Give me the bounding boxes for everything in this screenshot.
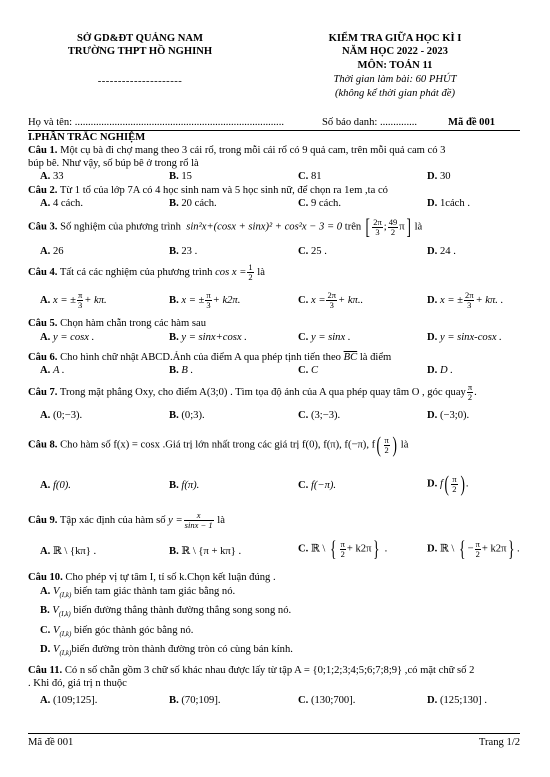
question-5: Câu 5. Chọn hàm chẵn trong các hàm sau	[28, 318, 207, 329]
answer-d: D. f( $\frac{\pi}{2}$ ).	[427, 471, 469, 496]
answer-d: D. 30	[427, 171, 451, 182]
answer-a: A. (109;125].	[40, 695, 98, 706]
exam-title: KIỂM TRA GIỮA HỌC KÌ I	[328, 33, 462, 44]
student-id-field: Số báo danh: ..............	[322, 117, 418, 128]
vector-bc: $\overline{BC}$	[343, 352, 358, 363]
answer-c: C. x = $\frac{2\pi}{3}$ + kπ..	[298, 290, 364, 311]
page-number: Trang 1/2	[478, 737, 520, 748]
answer-a: A. 26	[40, 246, 64, 257]
footer-divider	[28, 733, 520, 734]
question-2: Câu 2. Từ 1 tổ của lớp 7A có 4 học sinh nam và 5 học sinh nữ, để chọn ra 1em ,ta có	[28, 185, 388, 196]
footer-exam-code: Mã đề 001	[28, 737, 74, 748]
question-6: Câu 6. Cho hình chữ nhật ABCD.Ảnh của điểm A qua phép tịnh tiến theo $\overline{BC}$ là điểm	[28, 352, 392, 363]
answer-d: D. D .	[427, 365, 453, 376]
school-name: TRƯỜNG THPT HỒ NGHINH	[67, 46, 213, 57]
answer-b: B. 15	[169, 171, 192, 182]
answer-b: B. f(π).	[169, 480, 200, 491]
dept-name: SỞ GD&ĐT QUẢNG NAM	[76, 33, 204, 44]
exam-time: Thời gian làm bài: 60 PHÚT	[333, 74, 457, 85]
question-10: Câu 10. Cho phép vị tự tâm I, tỉ số k.Chọn kết luận đúng .	[28, 572, 276, 583]
answer-a: A. 4 cách.	[40, 198, 83, 209]
answer-c: C. C	[298, 365, 319, 376]
answer-b: B. 23 .	[169, 246, 198, 257]
exam-code: Mã đề 001	[448, 117, 496, 128]
answer-d: D. (125;130] .	[427, 695, 488, 706]
answer-a: A. x = ± $\frac{\pi}{3}$ + kπ.	[40, 290, 107, 311]
answer-d: D. (−3;0).	[427, 410, 470, 421]
answer-d: D. 1cách .	[427, 198, 470, 209]
answer-b: B. $V_{(I,k)}$ biến đường thẳng thành đường thẳng song song nó.	[40, 605, 292, 619]
student-name-field: Họ và tên: ...............................................................................	[28, 117, 285, 128]
exam-note: (không kể thời gian phát đề)	[334, 88, 456, 99]
answer-a: A. (0;−3).	[40, 410, 83, 421]
answer-a: A. 33	[40, 171, 64, 182]
answer-d: D. y = sinx-cosx .	[427, 332, 502, 343]
answer-c: C. 25 .	[298, 246, 327, 257]
header-divider	[28, 130, 520, 131]
answer-a: A. y = cosx .	[40, 332, 95, 343]
answer-d: D. x = ± $\frac{2\pi}{3}$ + kπ. .	[427, 290, 504, 311]
subject: MÔN: TOÁN 11	[357, 60, 433, 71]
question-11: Câu 11. Có n số chẵn gồm 3 chữ số khác nhau được lấy từ tập A = {0;1;2;3;4;5;6;7;8;9} ,có mặt chữ số 2 . Khi đó, giá trị n thuộc	[28, 665, 475, 689]
question-4: Câu 4. Tất cả các nghiệm của phương trình cos x = $\frac{1}{2}$ là	[28, 262, 265, 283]
answer-b: B. ℝ \ {π + kπ} .	[169, 546, 242, 557]
question-1	[28, 145, 520, 170]
question-9: Câu 9. Tập xác định của hàm số y = $\frac{x}{\sin x - 1}$ là	[28, 510, 225, 531]
question-8: Câu 8. Cho hàm số f(x) = cosx .Giá trị lớn nhất trong các giá trị f(0), f(π), f(−π), f( $\frac{\pi}{2}$ ) là	[28, 432, 409, 457]
answer-a: A. f(0).	[40, 480, 71, 491]
answer-c: C. (130;700].	[298, 695, 356, 706]
question-text: Một cụ bà đi chợ mang theo 3 cái rổ, trong mỗi cái rổ có 9 quả cam, trên mỗi quả cam có 3	[60, 145, 446, 156]
answer-c: C. f(−π).	[298, 480, 337, 491]
answer-b: B. B .	[169, 365, 194, 376]
header-dashes: ---------------------	[97, 76, 183, 87]
answer-b: B. (70;109].	[169, 695, 221, 706]
answer-b: B. 20 cách.	[169, 198, 217, 209]
question-text-cont: búp bê. Như vậy, số búp bê ở trong rổ là	[28, 157, 199, 169]
answer-b: B. y = sinx+cosx .	[169, 332, 247, 343]
answer-a: A. ℝ \ {kπ} .	[40, 546, 97, 557]
question-7: Câu 7. Trong mặt phẳng Oxy, cho điểm A(3;0) . Tìm tọa độ ảnh của A qua phép quay tâm O , góc quay $\frac{\pi}{2}$ .	[28, 382, 477, 403]
answer-c: C. 9 cách.	[298, 198, 341, 209]
question-3: Câu 3. Số nghiệm của phương trình sin²x+(cosx + sinx)² + cos²x − 3 = 0 trên [ $\frac{2\pi}{3}$ ; $\frac{49}{2}$ π] là	[28, 214, 423, 239]
answer-c: C. (3;−3).	[298, 410, 341, 421]
answer-a: A. $V_{(I,k)}$ biến tam giác thành tam giác bằng nó.	[40, 586, 236, 600]
answer-b: B. (0;3).	[169, 410, 205, 421]
question-number: Câu 1.	[28, 145, 58, 156]
answer-d: D. 24 .	[427, 246, 456, 257]
answer-b: B. x = ± $\frac{\pi}{3}$ + k2π.	[169, 290, 241, 311]
answer-a: A. A .	[40, 365, 65, 376]
section-title: I.PHẦN TRẮC NGHIỆM	[28, 132, 146, 143]
answer-c: C. ℝ \ { $\frac{\pi}{2}$ + k2π} .	[298, 536, 388, 561]
answer-d: D. ℝ \ { − $\frac{\pi}{2}$ + k2π} .	[427, 536, 520, 561]
school-year: NĂM HỌC 2022 - 2023	[342, 46, 448, 57]
answer-c: C. 81	[298, 171, 322, 182]
answer-d: D. $V_{(I,k)}biến$ đường tròn thành đường tròn có cùng bán kính.	[40, 644, 293, 658]
answer-c: C. y = sinx .	[298, 332, 351, 343]
equation: sin²x+(cosx + sinx)² + cos²x − 3 = 0	[186, 221, 343, 233]
answer-c: C. $V_{(I,k)}$ biến góc thành góc bằng nó.	[40, 625, 194, 639]
